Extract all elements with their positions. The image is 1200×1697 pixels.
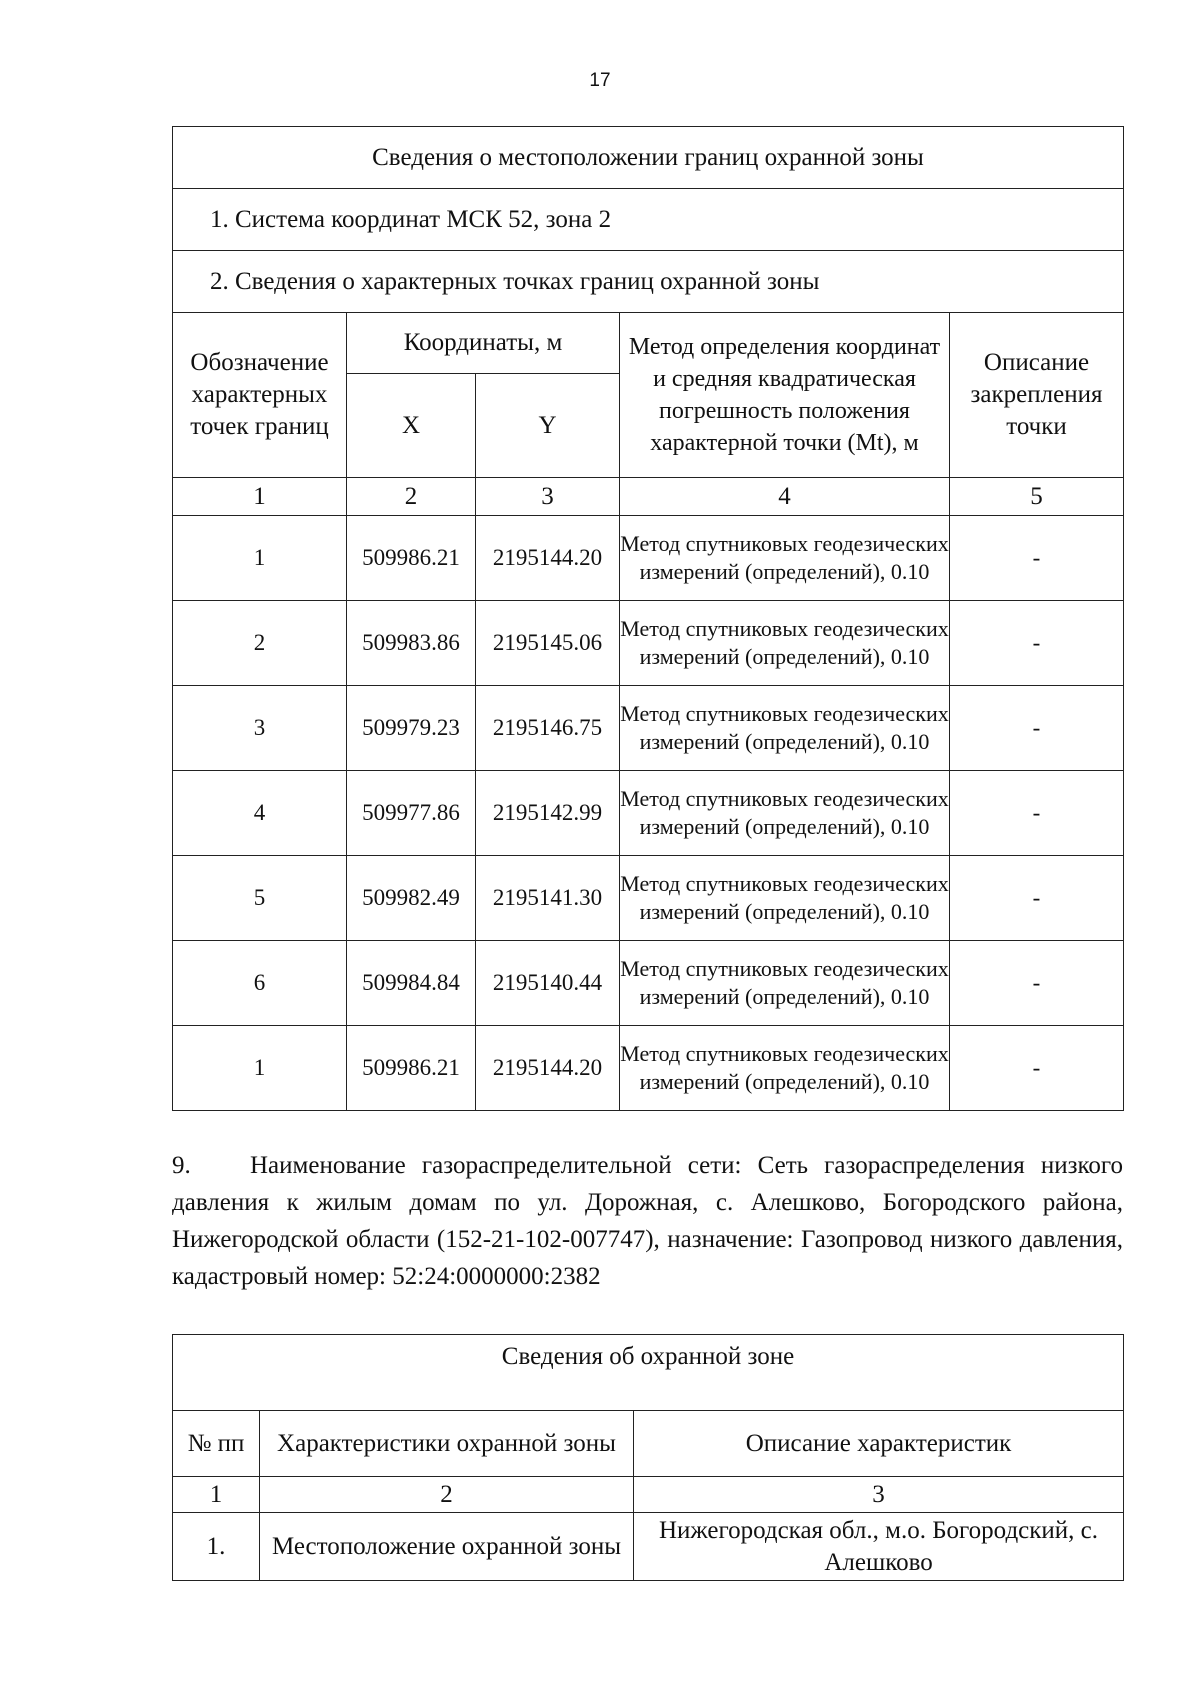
header-characteristics: Характеристики охранной зоны <box>260 1411 634 1477</box>
column-number: 3 <box>634 1477 1124 1513</box>
table-row <box>173 601 1124 686</box>
point-number: 4 <box>173 771 347 856</box>
column-number: 3 <box>476 478 620 516</box>
coordinate-y: 2195146.75 <box>476 686 620 771</box>
coordinate-x: 509986.21 <box>347 1026 476 1111</box>
method-cell: Метод спутниковых геодезических измерений (определений), 0.10 <box>620 1026 950 1111</box>
method-cell: Метод спутниковых геодезических измерений (определений), 0.10 <box>620 856 950 941</box>
description-cell: - <box>950 601 1124 686</box>
protection-zone-table <box>172 1334 1124 1581</box>
boundary-coordinates-table <box>172 126 1124 1111</box>
coordinate-y: 2195145.06 <box>476 601 620 686</box>
coordinate-x: 509977.86 <box>347 771 476 856</box>
characteristic-cell: Местоположение охранной зоны <box>260 1513 634 1581</box>
column-number-row <box>173 478 1124 516</box>
table-row <box>173 771 1124 856</box>
coordinate-y: 2195142.99 <box>476 771 620 856</box>
page-number: 17 <box>589 70 611 91</box>
point-number: 1 <box>173 1026 347 1111</box>
table-row <box>173 686 1124 771</box>
table-row <box>173 1026 1124 1111</box>
coordinate-x: 509986.21 <box>347 516 476 601</box>
boundary-table-title: Сведения о местоположении границ охранной зоны <box>173 127 1124 189</box>
method-cell: Метод спутниковых геодезических измерений (определений), 0.10 <box>620 516 950 601</box>
point-number: 3 <box>173 686 347 771</box>
paragraph-text: Наименование газораспределительной сети: Сеть газораспределения низкого давления к жилым домам по ул. Дорожная, с. Алешково, Богородского района, Нижегородской области (152-21-102-007747), назначение: Газопровод низкого давления, кадастровый номер: 52:24:0000000:2382 <box>172 1152 1123 1290</box>
table-row <box>173 856 1124 941</box>
header-characteristics-description: Описание характеристик <box>634 1411 1124 1477</box>
point-number: 5 <box>173 856 347 941</box>
characteristic-description-cell: Нижегородская обл., м.о. Богородский, с. Алешково <box>634 1513 1124 1581</box>
description-cell: - <box>950 856 1124 941</box>
table-row <box>173 516 1124 601</box>
description-cell: - <box>950 941 1124 1026</box>
header-x: X <box>347 374 476 478</box>
column-number: 4 <box>620 478 950 516</box>
column-number-row <box>173 1477 1124 1513</box>
header-method: Метод определения координат и средняя квадратическая погрешность положения характерной точки (Mt), м <box>620 313 950 478</box>
description-cell: - <box>950 516 1124 601</box>
coordinate-x: 509979.23 <box>347 686 476 771</box>
network-paragraph <box>172 1147 1123 1295</box>
header-coordinates: Координаты, м <box>347 313 620 374</box>
coordinate-y: 2195140.44 <box>476 941 620 1026</box>
zone-table-title: Сведения об охранной зоне <box>173 1335 1124 1411</box>
coordinate-system-heading: 1. Система координат МСК 52, зона 2 <box>173 189 1124 251</box>
description-cell: - <box>950 1026 1124 1111</box>
coordinate-x: 509982.49 <box>347 856 476 941</box>
coordinate-x: 509984.84 <box>347 941 476 1026</box>
method-cell: Метод спутниковых геодезических измерений (определений), 0.10 <box>620 771 950 856</box>
coordinate-y: 2195141.30 <box>476 856 620 941</box>
method-cell: Метод спутниковых геодезических измерений (определений), 0.10 <box>620 686 950 771</box>
header-description: Описание закрепления точки <box>950 313 1124 478</box>
header-y: Y <box>476 374 620 478</box>
point-number: 6 <box>173 941 347 1026</box>
method-cell: Метод спутниковых геодезических измерений (определений), 0.10 <box>620 941 950 1026</box>
point-number: 2 <box>173 601 347 686</box>
paragraph-number: 9. <box>172 1152 191 1179</box>
header-designation: Обозначение характерных точек границ <box>173 313 347 478</box>
point-number: 1 <box>173 516 347 601</box>
column-number: 2 <box>260 1477 634 1513</box>
table-row <box>173 941 1124 1026</box>
header-no: № пп <box>173 1411 260 1477</box>
table-row <box>173 1513 1124 1581</box>
column-number: 1 <box>173 478 347 516</box>
column-number: 5 <box>950 478 1124 516</box>
description-cell: - <box>950 771 1124 856</box>
characteristic-points-heading: 2. Сведения о характерных точках границ охранной зоны <box>173 251 1124 313</box>
coordinate-x: 509983.86 <box>347 601 476 686</box>
column-number: 1 <box>173 1477 260 1513</box>
description-cell: - <box>950 686 1124 771</box>
coordinate-y: 2195144.20 <box>476 1026 620 1111</box>
column-number: 2 <box>347 478 476 516</box>
method-cell: Метод спутниковых геодезических измерений (определений), 0.10 <box>620 601 950 686</box>
coordinate-y: 2195144.20 <box>476 516 620 601</box>
row-number: 1. <box>173 1513 260 1581</box>
